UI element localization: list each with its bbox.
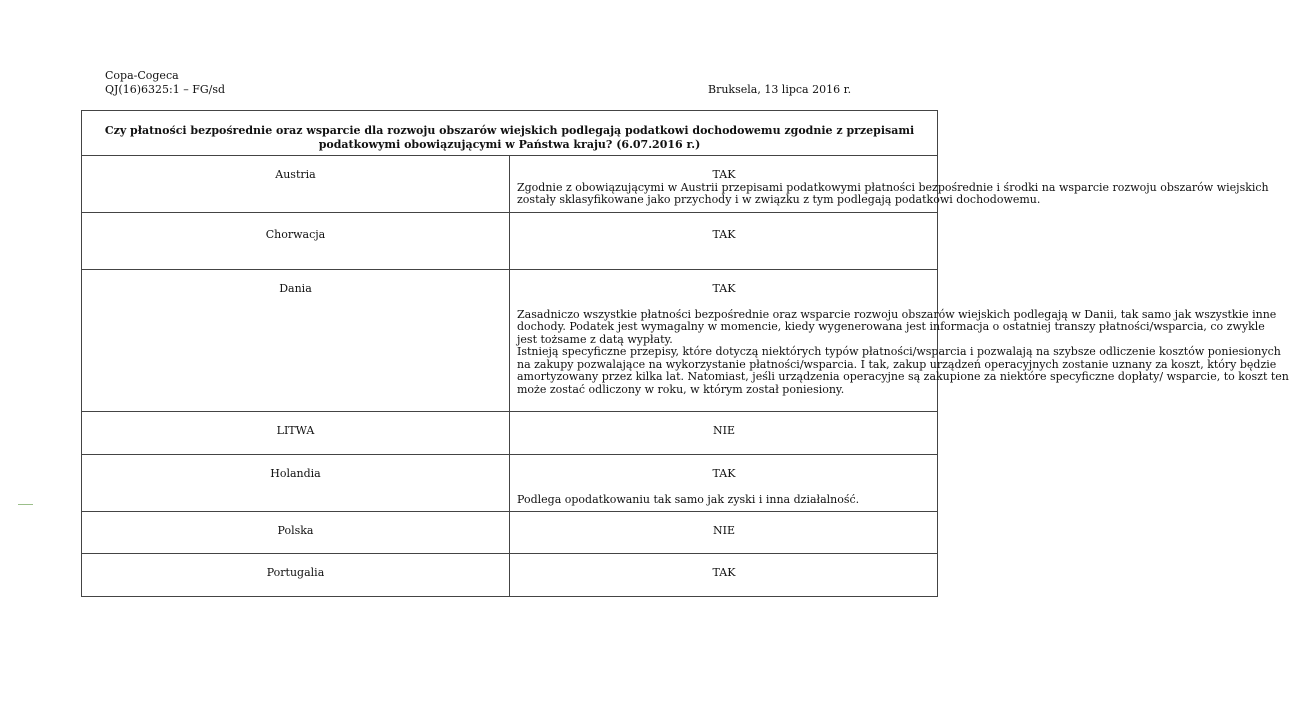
verdict-label: NIE	[713, 524, 735, 537]
country-cell: Holandia	[82, 455, 510, 512]
verdict-label: TAK	[712, 566, 736, 579]
table-row	[82, 156, 938, 213]
answer-cell	[510, 270, 1289, 412]
table-row	[82, 213, 938, 270]
answer-cell	[510, 512, 938, 554]
country-cell: Polska	[82, 512, 510, 554]
country-cell: LITWA	[82, 412, 510, 455]
country-cell: Dania	[82, 270, 510, 412]
question-cell	[82, 111, 938, 156]
answer-line: dochody. Podatek jest wymagalny w momencie, kiedy wygenerowana jest informacja o ostatniej transzy płatności/wsparcia, co zwykle	[517, 320, 1265, 333]
answer-line: może zostać odliczony w roku, w którym został poniesiony.	[517, 382, 845, 396]
verdict-label: NIE	[713, 424, 735, 437]
answer-cell	[510, 554, 938, 597]
table-row	[82, 270, 938, 412]
answer-line: amortyzowany przez kilka lat. Natomiast, jeśli urządzenia operacyjne są zakupione za niektóre specyficzne dopłaty/ wsparcie, to koszt ten	[517, 370, 1289, 383]
answer-cell	[510, 213, 938, 270]
tax-answers-table	[81, 110, 1289, 597]
question-line: podatkowymi obowiązującymi w Państwa kraju? (6.07.2016 r.)	[318, 138, 701, 151]
answer-line: Zgodnie z obowiązującymi w Austrii przepisami podatkowymi płatności bezpośrednie i środki na wsparcie rozwoju obszarów wiejskich	[517, 180, 1269, 194]
reference-number: QJ(16)6325:1 – FG/sd	[105, 83, 226, 96]
document-date: Bruksela, 13 lipca 2016 r.	[708, 83, 852, 96]
answer-line: zostały sklasyfikowane jako przychody i w związku z tym podlegają podatkowi dochodowemu.	[517, 193, 1041, 206]
table-row	[82, 412, 938, 455]
answer-line: na zakupy pozwalające na wykorzystanie płatności/wsparcia. I tak, zakup urządzeń operacyjnych zostanie uznany za koszt, który będzie	[517, 357, 1277, 371]
question-row	[82, 111, 938, 156]
answer-cell	[510, 412, 938, 455]
table-row	[82, 455, 938, 512]
document-header-left	[105, 69, 225, 97]
answer-cell	[510, 455, 938, 512]
answer-line: Podlega opodatkowaniu tak samo jak zyski i inna działalność.	[517, 492, 860, 506]
country-cell: Portugalia	[82, 554, 510, 597]
country-cell: Austria	[82, 156, 510, 213]
verdict-label: TAK	[712, 282, 736, 295]
margin-mark	[18, 504, 33, 505]
question-line: Czy płatności bezpośrednie oraz wsparcie dla rozwoju obszarów wiejskich podlegają podatkowi dochodowemu zgodnie z przepisami	[104, 124, 915, 137]
table-row	[82, 512, 938, 554]
answer-text	[517, 307, 1289, 397]
answer-cell	[510, 156, 1269, 213]
organization-name: Copa-Cogeca	[105, 69, 179, 82]
answer-text	[517, 180, 1269, 207]
answer-line: Zasadniczo wszystkie płatności bezpośrednie oraz wsparcie rozwoju obszarów wiejskich podlegają w Danii, tak samo jak wszystkie inne	[517, 307, 1277, 321]
verdict-label: TAK	[712, 168, 736, 181]
verdict-label: TAK	[712, 467, 736, 480]
answer-line: Istnieją specyficzne przepisy, które dotyczą niektórych typów płatności/wsparcia i pozwalają na szybsze odliczenie kosztów poniesionych	[517, 345, 1281, 358]
table-row	[82, 554, 938, 597]
verdict-label: TAK	[712, 228, 736, 241]
answer-line: jest tożsame z datą wypłaty.	[517, 332, 673, 346]
answer-text	[517, 494, 931, 507]
country-cell: Chorwacja	[82, 213, 510, 270]
